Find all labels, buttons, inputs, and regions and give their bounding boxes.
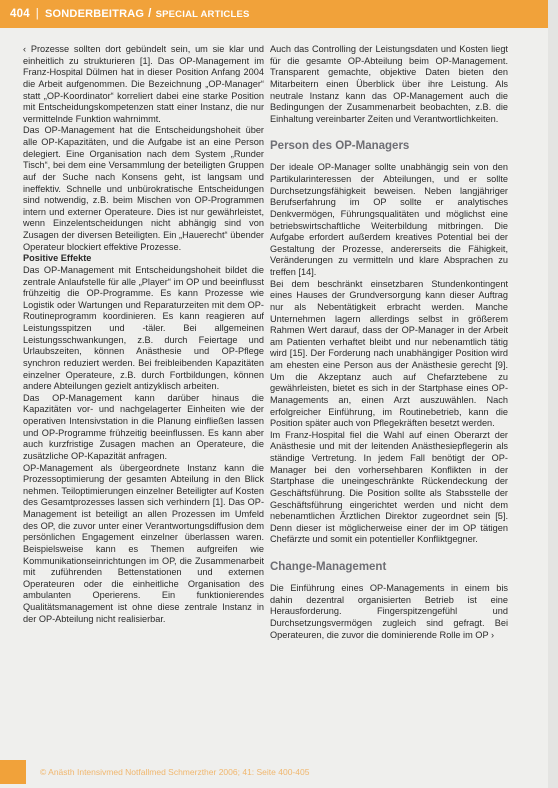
page-header-bar: [0, 0, 548, 28]
right-column: [270, 44, 508, 641]
body-paragraph: OP-Management als übergeordnete Instanz kann die Prozessoptimierung der gesamten Abteilung in den Blick nehmen. Teiloptimierungen einzelner Beteiligter auf Kosten des Gesamtprozesses lassen sich verhindern [1]. Das OP-Management ist beteiligt an allen Prozessen im Umfeld des OP, die zuvor unter einer Verantwortungsdiffusion dem persönlichen Engagement einzelner überlassen waren. Beispielsweise kann es Themen aufgreifen wie Kommunikationseinrichtungen im OP, die Zusammenarbeit mit zuführenden Bettenstationen und externen Operateuren oder die einheitliche Organisation des ambulanten Operierens. Ein funktionierendes Qualitätsmanagement ist ohne diese zentrale Instanz in der OP-Abteilung nicht realisierbar.: [23, 462, 264, 624]
footer-citation: © Anästh Intensivmed Notfallmed Schmerzther 2006; 41: Seite 400-405: [40, 767, 310, 777]
body-paragraph: Bei dem beschränkt einsetzbaren Stundenkontingent eines Hauses der Grundversorgung kann dieser Auftrag nur als Nebentätigkeit erbracht werden. Manche Unternehmen lagern allerdings selbst in größerem Rahmen Wert darauf, dass der OP-Manager in der Arbeit am Patienten verhaftet bleibt und nur nebenamtlich tätig wird [15]. Der Forderung nach unabhängiger Position wird am ehesten eine Person aus der Anästhesie gerecht [9]. Um die Akzeptanz auch auf Chefarztebene zu gewährleisten, bietet es sich in der Startphase eines OP-Managements an, einen Arzt auszuwählen. Nach erfolgreicher Einführung, im Routinebetrieb, kann die Position später auch von Pflegekräften besetzt werden.: [270, 278, 508, 429]
header-slash: /: [148, 8, 152, 20]
body-paragraph: Das OP-Management mit Entscheidungshoheit bildet die zentrale Anlaufstelle für alle „Player“ im OP und beeinflusst frühzeitig die OP-Programme. Es kann Prozesse wie Logistik oder Wartungen und Reparaturzeiten mit dem OP-Routineprogramm koordinieren. Es kann reagieren auf Leistungsspitzen und -täler. Bei allgemeinen Leistungsschwankungen, z.B. durch Feiertage und Urlaubszeiten, können Anästhesie und OP-Pflege synchron reduziert werden. Bei freibleibenden Kapazitäten einzelner Operateure, z.B. durch Fortbildungen, können andere Abteilungen gezielt antizyklisch arbeiten.: [23, 264, 264, 392]
subheading-positive-effects: Positive Effekte: [23, 253, 92, 264]
body-paragraph: Im Franz-Hospital fiel die Wahl auf einen Oberarzt der Anästhesie und mit der leitenden Anästhesiepflegerin als ständige Vertretung. In jedem Fall benötigt der OP-Manager bei den vorhersehbaren Konflikten in der Startphase die uneingeschränkte Rückendeckung der Geschäftsführung. Die Position sollte als Stabsstelle der Geschäftsführung eingerichtet werden und nicht dem nebenamtlichen Ärztlichen Direktor zugeordnet sein [5]. Denn dieser ist möglicherweise einer der im OP tätigen Chefärzte und somit ein potentieller Konfliktgegner.: [270, 429, 508, 545]
section-heading-change-management: Change-Management: [270, 561, 387, 573]
body-paragraph: Auch das Controlling der Leistungsdaten und Kosten liegt für die gesamte OP-Abteilung beim OP-Management. Transparent gemachte, objektive Daten bieten den Mitarbeitern einen Überblick über ihre Leistung. Als neutrale Instanz kann das OP-Management auch die Bedingungen der Zusammenarbeit beobachten, z.B. die Einhaltung vereinbarter Zeiten und Verantwortlichkeiten.: [270, 44, 508, 124]
body-paragraph: Das OP-Management kann darüber hinaus die Kapazitäten vor- und nachgelagerter Einheiten wie der operativen Intensivstation in die Planung einfließen lassen und OP-Programme frühzeitig beeinflussen. Es kann aber auch kurzfristige Zusagen machen an Operateure, die zusätzliche OP-Kapazität anfragen.: [23, 392, 264, 461]
header-separator: |: [35, 8, 39, 20]
section-heading-person: Person des OP-Managers: [270, 140, 410, 153]
body-paragraph: Die Einführung eines OP-Managements in einem bis dahin dezentral organisierten Betrieb ist eine Herausforderung. Fingerspitzengefühl und Durchsetzungsvermögen zugleich sind gefragt. Bei Operateuren, die zuvor die dominierende Rolle im OP ›: [270, 583, 508, 640]
body-paragraph: Der ideale OP-Manager sollte unabhängig sein von den Partikularinteressen der Abteilungen, und er sollte Durchsetzungsfähigkeit beweisen. Neben langjähriger Berufserfahrung im OP sollte er analytisches Denkvermögen, Führungsqualitäten und möglichst eine betriebswirtschaftliche Weiterbildung mitbringen. Die Aufgabe erfordert außerdem kreatives Potential bei der Gestaltung der Prozesse, andererseits die Fähigkeit, Veränderungen zu vermitteln und klare Absprachen zu treffen [14].: [270, 162, 508, 277]
body-paragraph: Das OP-Management hat die Entscheidungshoheit über alle OP-Kapazitäten, und die Aufgabe ist an eine Person delegiert. Eine Organisation nach dem System „Runder Tisch“, bei dem eine Versammlung der beteiligten Gruppen auf der Suche nach Konsens geht, ist langsam und ineffektiv. Schnelle und unbürokratische Entscheidungen sind notwendig, z.B. beim Mischen von OP-Programmen intern und externer Operateure. Dies ist nur gewährleistet, wenn Einzelentscheidungen nicht abhängig sind von Zusagen der diversen Beteiligten. Ein „Hauerecht“ übender Operateur blockiert effektive Prozesse.: [23, 125, 264, 252]
header-rubric: SONDERBEITRAG: [44, 8, 145, 20]
left-column: [23, 44, 264, 625]
footer-accent-block: [0, 760, 26, 784]
header-special-articles: SPECIAL ARTICLES: [155, 8, 250, 20]
body-paragraph: ‹ Prozesse sollten dort gebündelt sein, um sie klar und einheitlich zu strukturieren [1]. Das OP-Management im Franz-Hospital Dülmen hat in dieser Position Anfang 2004 die Arbeit aufgenommen. Die Bezeichnung „OP-Manager“ statt „OP-Koordinator“ korreliert dabei eine starke Position mit Entscheidungskompetenzen statt einer Instanz, die nur vermittelnde Funktion wahrnimmt.: [23, 44, 264, 124]
page-number: 404: [10, 8, 30, 20]
page-edge-strip: [548, 0, 558, 788]
page-footer: [40, 765, 545, 779]
